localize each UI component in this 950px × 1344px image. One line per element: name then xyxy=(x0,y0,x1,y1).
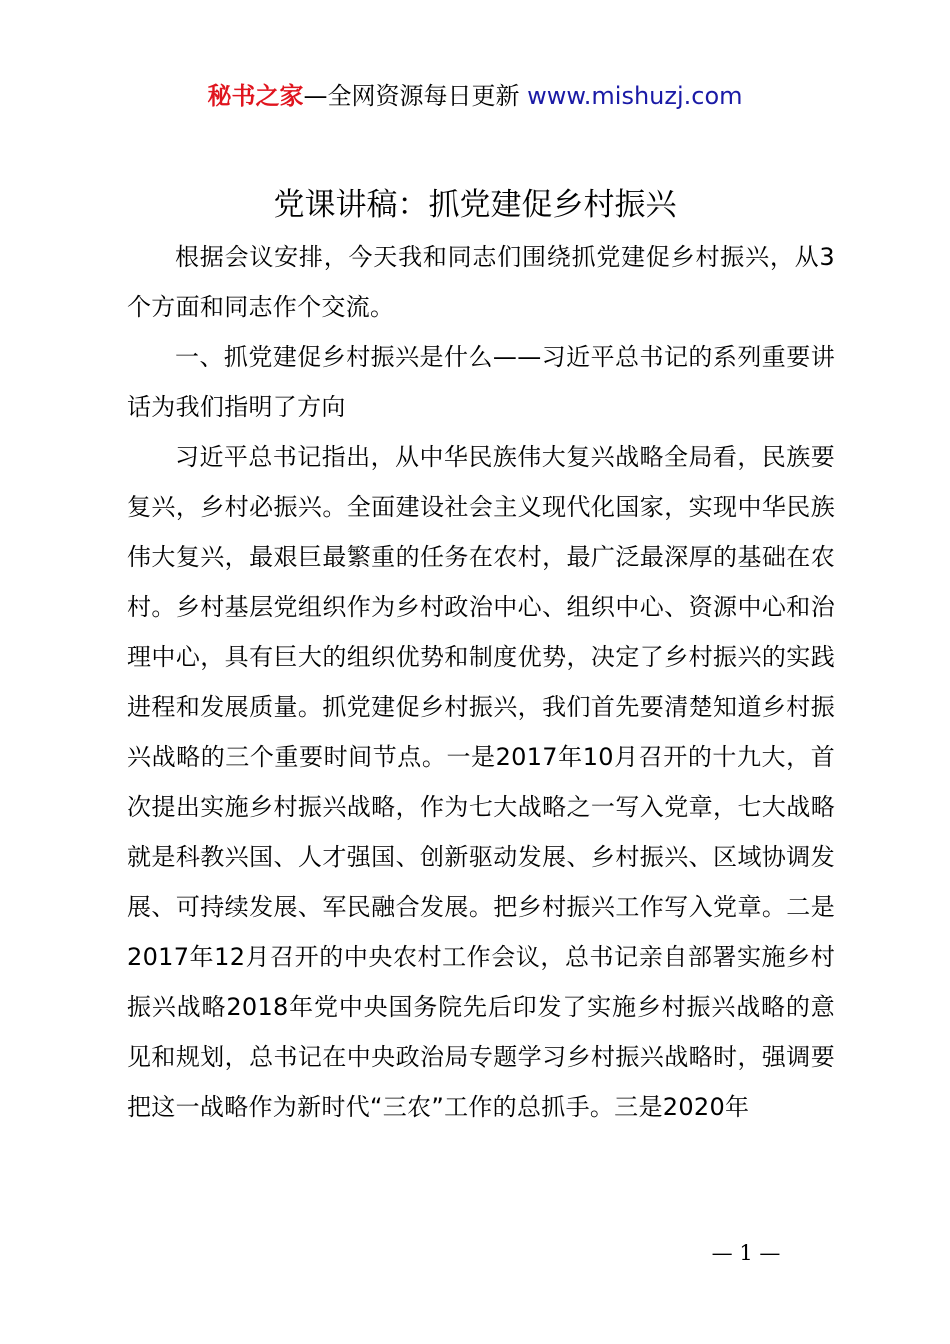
header-url-link[interactable]: www.mishuzj.com xyxy=(527,82,743,110)
site-header xyxy=(0,78,950,114)
page-number: — 1 — xyxy=(711,1241,781,1265)
body-paragraph: 习近平总书记指出，从中华民族伟大复兴战略全局看，民族要复兴，乡村必振兴。全面建设社会主义现代化国家，实现中华民族伟大复兴，最艰巨最繁重的任务在农村，最广泛最深厚的基础在农村。乡村基层党组织作为乡村政治中心、组织中心、资源中心和治理中心，具有巨大的组织优势和制度优势，决定了乡村振兴的实践进程和发展质量。抓党建促乡村振兴，我们首先要清楚知道乡村振兴战略的三个重要时间节点。一是2017年10月召开的十九大，首次提出实施乡村振兴战略，作为七大战略之一写入党章，七大战略就是科教兴国、人才强国、创新驱动发展、乡村振兴、区域协调发展、可持续发展、军民融合发展。把乡村振兴工作写入党章。二是2017年12月召开的中央农村工作会议，总书记亲自部署实施乡村振兴战略2018年党中央国务院先后印发了实施乡村振兴战略的意见和规划，总书记在中央政治局专题学习乡村振兴战略时，强调要把这一战略作为新时代“三农”工作的总抓手。三是2020年 xyxy=(127,443,835,1121)
document-title: 党课讲稿：抓党建促乡村振兴 xyxy=(273,187,677,223)
header-tagline: —全网资源每日更新 xyxy=(303,82,520,110)
document-body xyxy=(127,232,835,1132)
section-heading: 一、抓党建促乡村振兴是什么——习近平总书记的系列重要讲话为我们指明了方向 xyxy=(127,343,835,421)
intro-paragraph: 根据会议安排，今天我和同志们围绕抓党建促乡村振兴，从3个方面和同志作个交流。 xyxy=(127,243,835,321)
header-brand: 秘书之家 xyxy=(207,82,304,110)
